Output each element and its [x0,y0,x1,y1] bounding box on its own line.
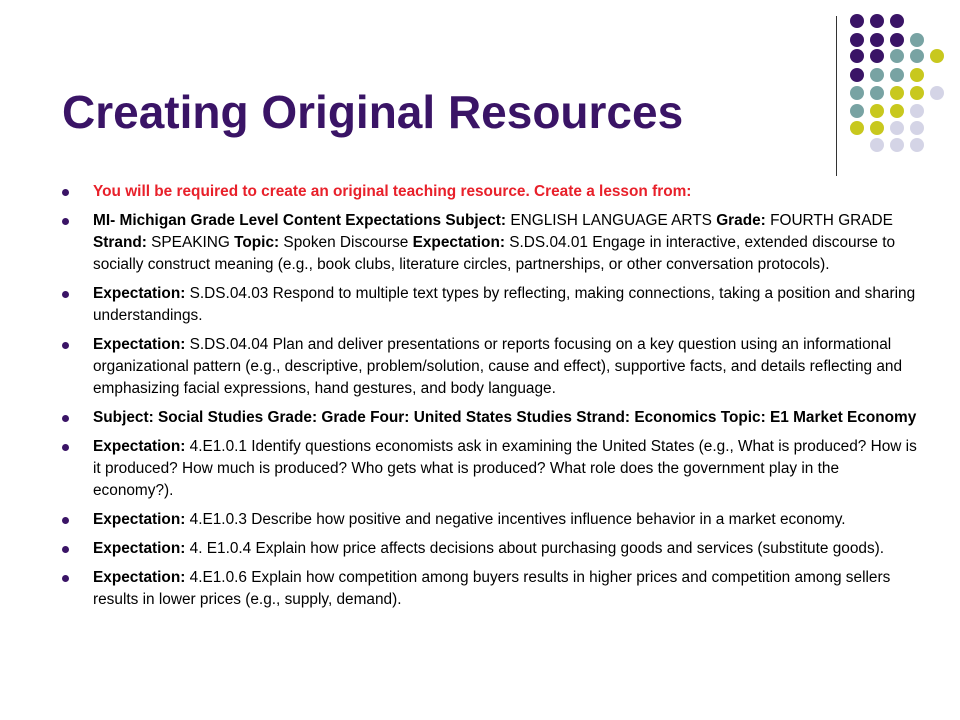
topic-value: Spoken Discourse [279,234,413,251]
slide-title: Creating Original Resources [62,86,684,138]
dot [890,121,904,135]
dot [870,14,884,28]
social-studies-standard-text: Subject: Social Studies Grade: Grade Four: United States Studies Strand: Economics Topic: E1 Market Economy [93,409,917,426]
bullet-item-social-studies-standard [62,407,922,429]
standard-source-label: MI- Michigan Grade Level Content Expectations [93,212,442,229]
dot [890,33,904,47]
expectation-text: 4.E1.0.3 Describe how positive and negative incentives influence behavior in a market economy. [185,511,846,528]
dot [850,86,864,100]
dot [910,86,924,100]
bullet-dot [62,415,69,422]
dot [930,86,944,100]
dot [890,14,904,28]
dot [870,138,884,152]
bullet-dot [62,342,69,349]
dot [850,14,864,28]
expectation-label: Expectation: [93,285,186,302]
vertical-divider-line [836,16,837,176]
bullet-item-intro [62,181,922,203]
expectation-text: S.DS.04.01 Engage in interactive, extended discourse to socially construct meaning (e.g., book clubs, literature circles, partnerships, or other conversation protocols). [93,234,896,273]
expectation-label: Expectation: [93,511,186,528]
topic-label: Topic: [234,234,280,251]
bullet-item-expectation [62,567,922,611]
dot [910,138,924,152]
bullet-item-expectation [62,509,922,531]
bullet-item-expectation [62,283,922,327]
bullet-dot [62,546,69,553]
bullet-item-expectation [62,334,922,400]
bullet-dot [62,218,69,225]
dot [870,33,884,47]
subject-value: ENGLISH LANGUAGE ARTS [506,212,717,229]
bullet-item-expectation [62,436,922,502]
expectation-label: Expectation: [93,438,186,455]
expectation-label: Expectation: [93,540,186,557]
expectation-text: S.DS.04.03 Respond to multiple text types by reflecting, making connections, taking a position and sharing understandings. [93,285,916,324]
expectation-text: 4.E1.0.6 Explain how competition among buyers results in higher prices and competition among sellers results in lower prices (e.g., supply, demand). [93,569,891,608]
dot [850,33,864,47]
dot [870,104,884,118]
dot [910,49,924,63]
intro-text: You will be required to create an original teaching resource. Create a lesson from: [93,183,692,200]
strand-label: Strand: [93,234,147,251]
bullet-dot [62,291,69,298]
expectation-text: 4.E1.0.1 Identify questions economists ask in examining the United States (e.g., What is produced? How is it produced? How much is produced? Who gets what is produced? What role does the government play in the economy?). [93,438,917,499]
bullet-dot [62,517,69,524]
dot [930,49,944,63]
strand-value: SPEAKING [146,234,235,251]
dot [850,121,864,135]
dot [870,86,884,100]
dot [850,104,864,118]
grade-value: FOURTH GRADE [765,212,893,229]
dot [850,49,864,63]
dot [870,68,884,82]
expectation-text: S.DS.04.04 Plan and deliver presentations or reports focusing on a key question using an informational organizational pattern (e.g., descriptive, problem/solution, cause and effect), supportive facts, and details reflecting and emphasizing facial expressions, hand gestures, and body language. [93,336,903,397]
dot [890,49,904,63]
subject-label: Subject: [441,212,507,229]
grade-label: Grade: [716,212,766,229]
expectation-text: 4. E1.0.4 Explain how price affects decisions about purchasing goods and services (substitute goods). [185,540,885,557]
dot [910,68,924,82]
dot [910,33,924,47]
dot [870,121,884,135]
expectation-label: Expectation: [93,569,186,586]
dot [890,68,904,82]
dot [850,68,864,82]
bullet-list [62,181,922,618]
bullet-item-ela-standard [62,210,922,276]
expectation-label: Expectation: [93,336,186,353]
expectation-label: Expectation: [412,234,505,251]
dot [890,104,904,118]
bullet-dot [62,189,69,196]
dot [910,121,924,135]
bullet-dot [62,444,69,451]
dot [910,104,924,118]
bullet-dot [62,575,69,582]
bullet-item-expectation [62,538,922,560]
dot [870,49,884,63]
dot [890,86,904,100]
dot [890,138,904,152]
